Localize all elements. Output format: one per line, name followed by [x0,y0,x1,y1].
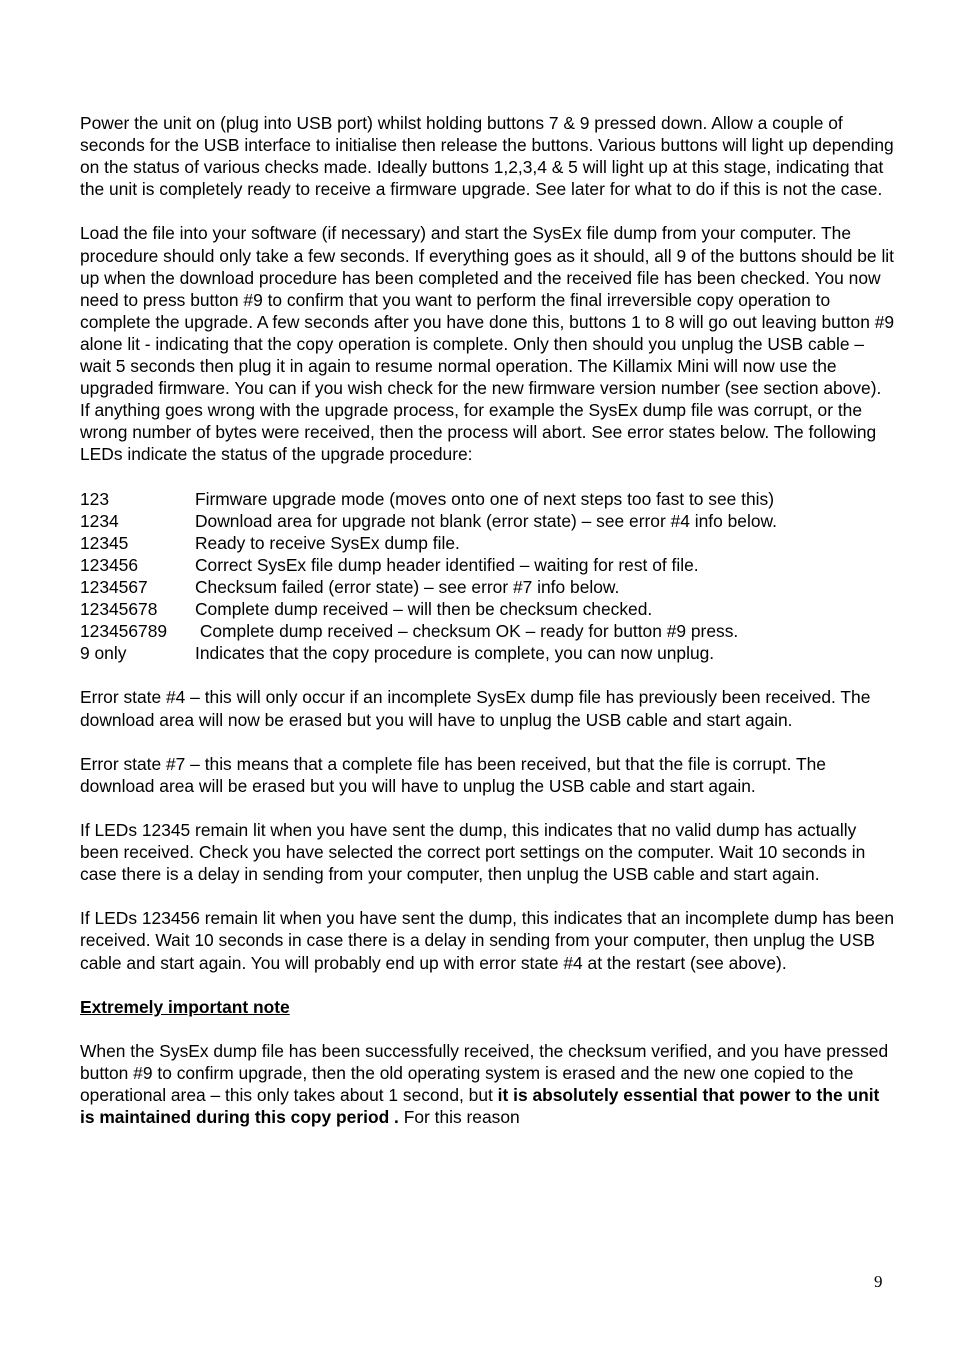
led-code: 12345 [80,532,129,553]
page-number: 9 [874,1272,883,1291]
led-description: Firmware upgrade mode (moves onto one of next steps too fast to see this) [195,488,775,509]
led-description: Complete dump received – checksum OK – ready for button #9 press. [195,621,739,642]
led-status-row [80,576,895,598]
led-code: 123456 [80,554,139,575]
led-code: 12345678 [80,599,158,620]
led-status-row [80,510,895,532]
led-status-row [80,554,895,576]
led-status-row [80,532,895,554]
note-text-start: When the SysEx dump file has been successfully received, the checksum verified, and you have pressed button #9 to confirm upgrade, then the old operating system is erased and the new one copied to the operational area – this only takes about 1 second, but [80,1040,889,1106]
led-code: 1234 [80,510,119,531]
led-code: 9 only [80,643,127,664]
led-code: 1234567 [80,576,148,597]
paragraph-leds-123456: If LEDs 123456 remain lit when you have sent the dump, this indicates that an incomplete dump has been received. Wait 10 seconds in case there is a delay in sending from your computer, then unplug the USB cable and start again. You will probably end up with error state #4 at the restart (see above). [80,908,894,973]
led-status-row [80,642,895,664]
paragraph-power-on: Power the unit on (plug into USB port) whilst holding buttons 7 & 9 pressed down. Allow a couple of seconds for the USB interface to initialise then release the buttons. Various buttons will light up depending on the status of various checks made. Ideally buttons 1,2,3,4 & 5 will light up at this stage, indicating that the unit is completely ready to receive a firmware upgrade. See later for what to do if this is not the case. [80,113,894,200]
document-page [80,112,895,1150]
paragraph-error-state-4: Error state #4 – this will only occur if an incomplete SysEx dump file has previously been received. The download area will now be erased but you will have to unplug the USB cable and start again. [80,687,871,730]
led-status-row [80,620,895,642]
note-text-end: For this reason [398,1107,520,1128]
paragraph-leds-12345: If LEDs 12345 remain lit when you have sent the dump, this indicates that no valid dump has actually been received. Check you have selected the correct port settings on the computer. Wait 10 seconds in case there is a delay in sending from your computer, then unplug the USB cable and start again. [80,820,866,885]
paragraph-error-overview: If anything goes wrong with the upgrade process, for example the SysEx dump file was corrupt, or the wrong number of bytes were received, then the process will abort. See error states below. The following LEDs indicate the status of the upgrade procedure: [80,400,877,465]
paragraph-error-state-7: Error state #7 – this means that a complete file has been received, but that the file is corrupt. The download area will be erased but you will have to unplug the USB cable and start again. [80,753,826,796]
led-status-table [80,488,895,665]
led-description: Checksum failed (error state) – see error #7 info below. [195,576,620,597]
note-text-bold: it is absolutely essential that power to the unit is maintained during this copy period . [80,1085,880,1128]
led-description: Ready to receive SysEx dump file. [195,532,460,553]
paragraph-load-file: Load the file into your software (if necessary) and start the SysEx file dump from your computer. The procedure should only take a few seconds. If everything goes as it should, all 9 of the buttons should be lit up when the download procedure has been completed and the received file has been checked. You now need to press button #9 to confirm that you want to perform the final irreversible copy operation to complete the upgrade. A few seconds after you have done this, buttons 1 to 8 will go out leaving button #9 alone lit - indicating that the copy operation is complete. Only then should you unplug the USB cable – wait 5 seconds then plug it in again to resume normal operation. The Killamix Mini will now use the upgraded firmware. You can if you wish check for the new firmware version number (see section above). [80,223,895,399]
led-description: Complete dump received – will then be checksum checked. [195,599,653,620]
led-status-row [80,488,895,510]
led-code: 123 [80,488,110,509]
led-status-row [80,598,895,620]
led-description: Download area for upgrade not blank (error state) – see error #4 info below. [195,510,777,531]
led-description: Correct SysEx file dump header identified – waiting for rest of file. [195,554,699,575]
led-code: 123456789 [80,621,168,642]
led-description: Indicates that the copy procedure is complete, you can now unplug. [195,643,715,664]
section-heading: Extremely important note [80,996,290,1017]
paragraph-important-note [80,1040,895,1128]
